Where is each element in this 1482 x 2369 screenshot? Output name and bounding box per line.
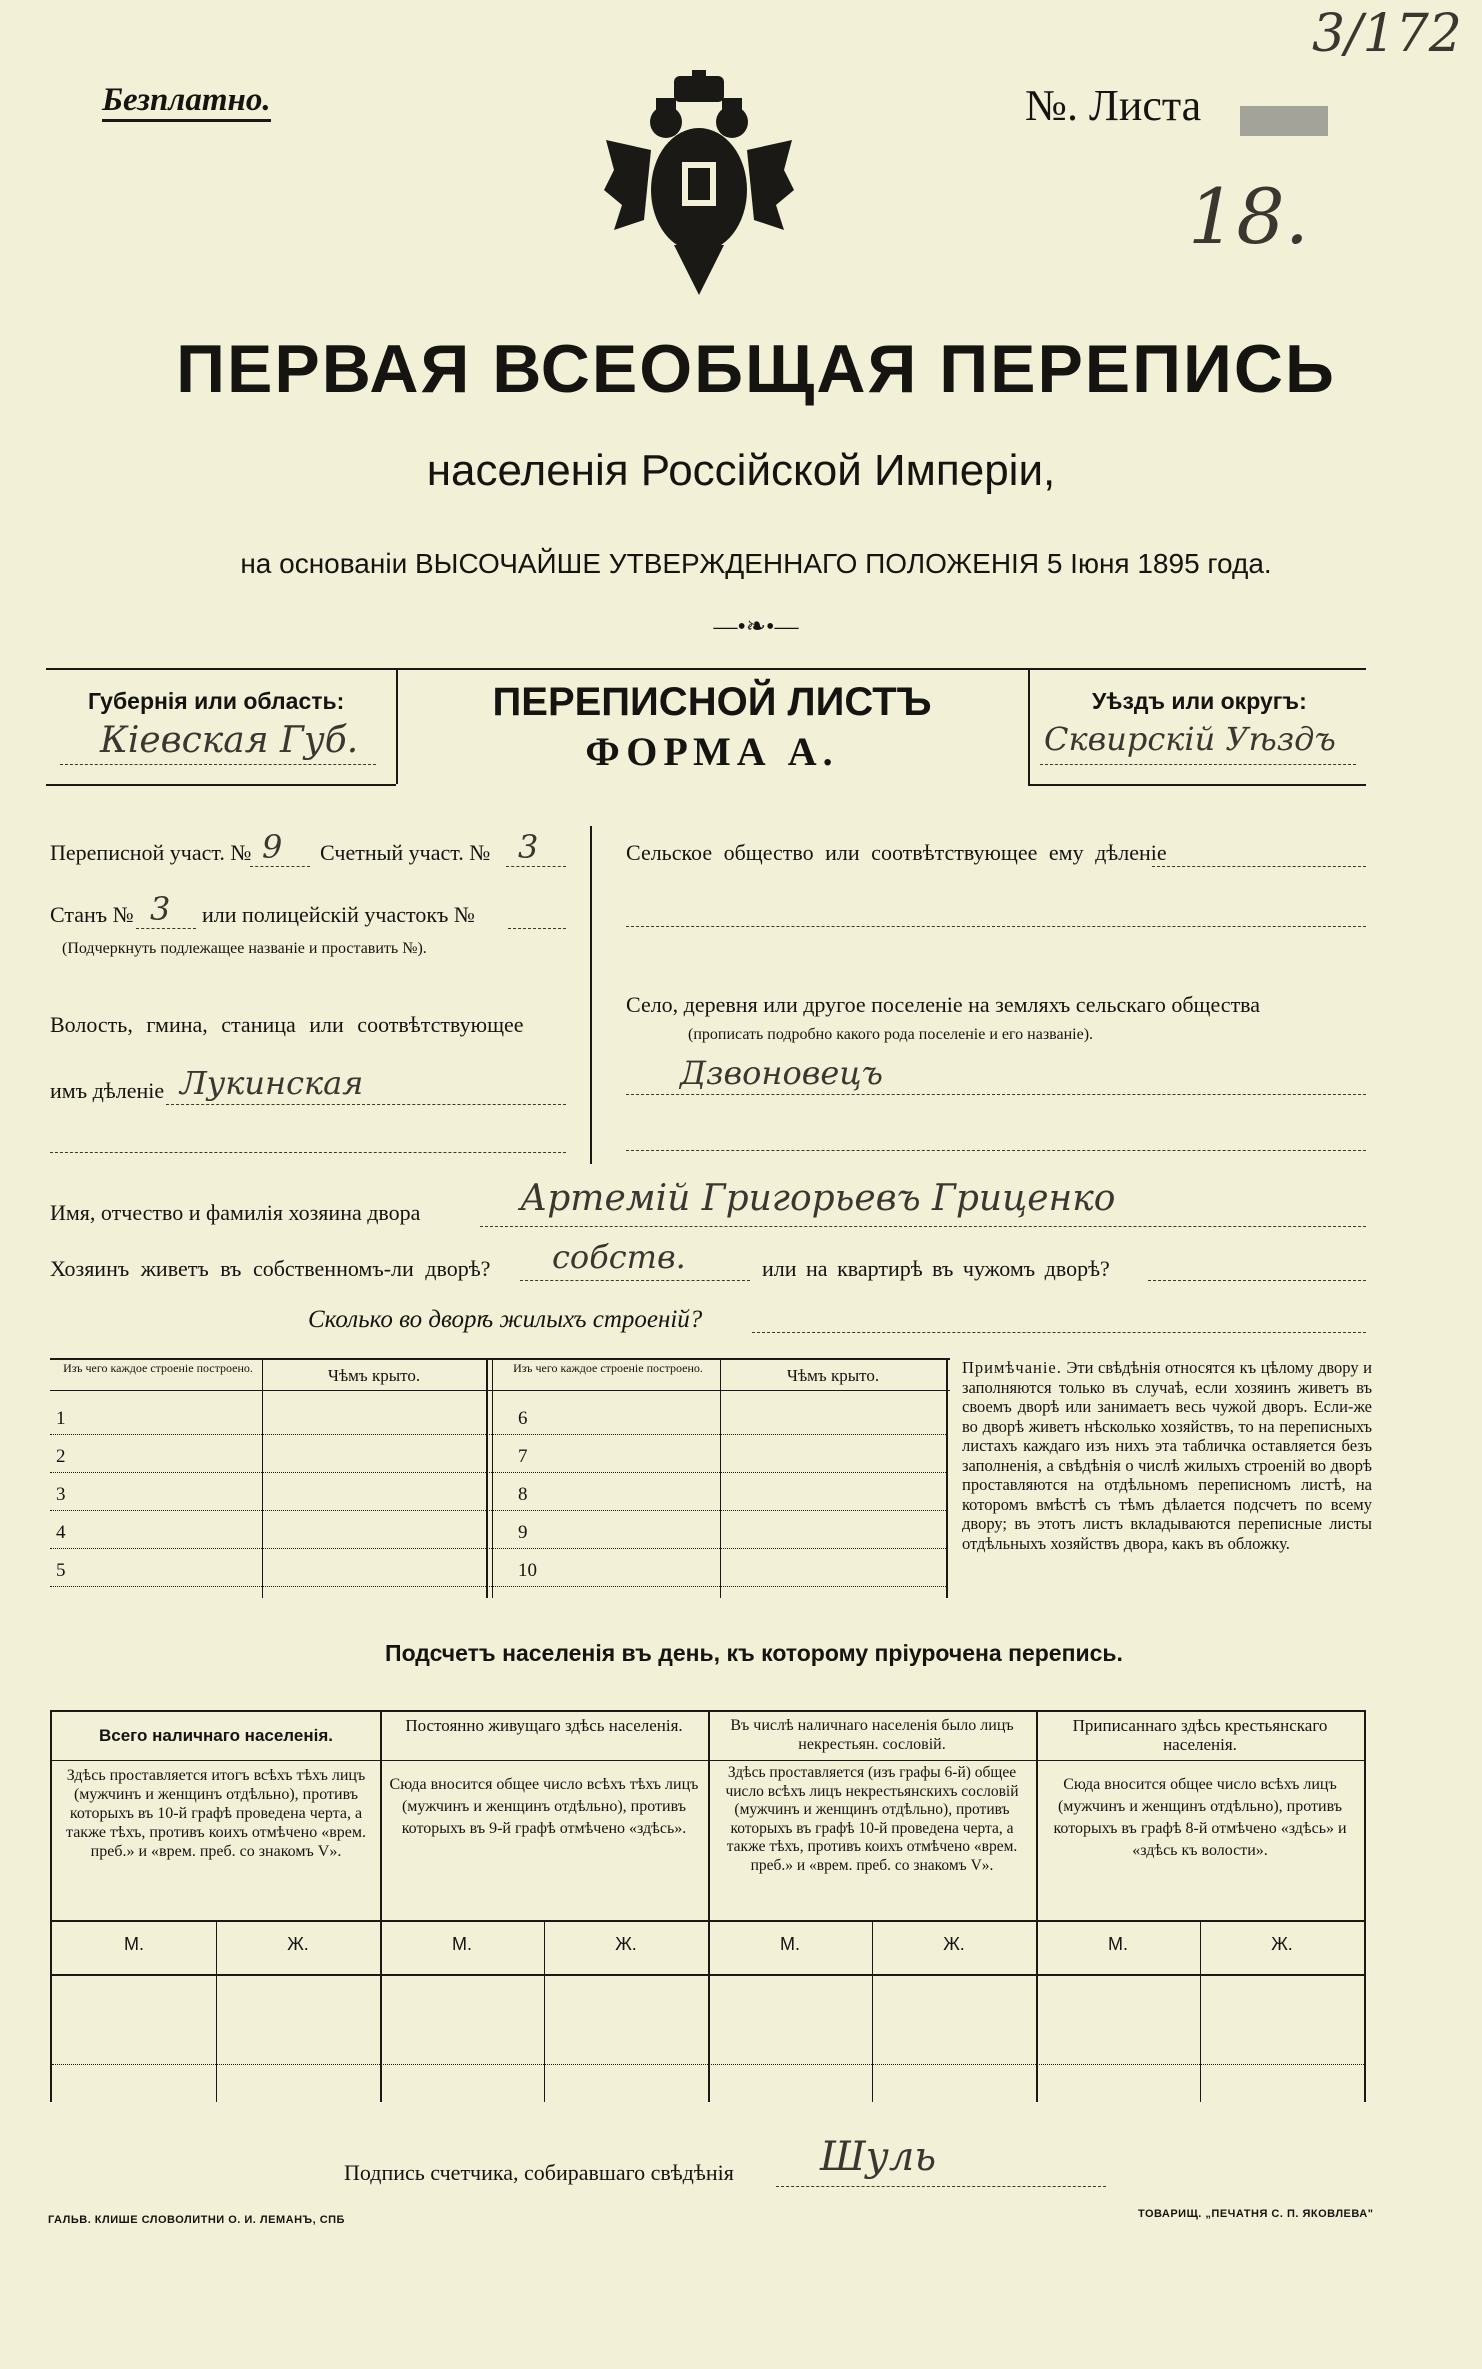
population-col-sep [380, 1712, 382, 2102]
form-header-rule-bottom-left [46, 784, 396, 786]
buildings-row-number: 5 [56, 1560, 66, 1581]
buildings-col-sep-2 [720, 1358, 721, 1598]
gubernia-label: Губернія или область: [88, 688, 345, 714]
stan-label: Станъ № [50, 902, 134, 927]
population-m-label: М. [452, 1934, 472, 1954]
buildings-row-number: 4 [56, 1522, 66, 1543]
buildings-table-top [50, 1358, 950, 1360]
form-header-rule-bottom-right [1028, 784, 1366, 786]
population-col-header: Приписаннаго здѣсь крестьянскаго населенія. [1072, 1716, 1328, 1754]
note-text: Эти свѣдѣнія относятся къ цѣлому двору и заполняются только въ случаѣ, если хозяинъ живетъ въ своемъ дворѣ или занимаетъ весь чужой дворъ. Если-же во дворѣ живетъ нѣсколько хозяйствъ, то на переписныхъ листахъ каждаго изъ нихъ эта табличка оставляется безъ заполненія, а свѣдѣнія о числѣ жилыхъ строеній во дворѣ проставляются на отдѣльномъ переписномъ листѣ, на которомъ вмѣстѣ съ тѣмъ дѣлается подсчетъ по всему двору; въ этотъ листъ вкладываются переписные листы отдѣльныхъ хозяйствъ двора, какъ въ обложку. [962, 1358, 1372, 1553]
population-mf-rule [52, 1974, 1364, 1976]
signature-value: Шуль [820, 2134, 937, 2180]
signature-label: Подпись счетчика, собиравшаго свѣдѣнія [344, 2160, 734, 2185]
buildings-row-line [50, 1586, 946, 1587]
population-col-desc: Сюда вносится общее число всѣхъ тѣхъ лицъ (мужчинъ и женщинъ отдѣльно), противъ которыхъ въ 9-й графѣ отмѣчено «здѣсь». [389, 1776, 699, 1837]
count-district-value: 3 [518, 828, 539, 866]
count-district-line [506, 866, 566, 867]
volost-label: Волость, гмина, станица или соотвѣтствующее [50, 1012, 524, 1037]
page-title: ПЕРВАЯ ВСЕОБЩАЯ ПЕРЕПИСЬ [176, 331, 1336, 407]
owner-name-value: Артемій Григорьевъ Гриценко [520, 1178, 1116, 1219]
buildings-col-material-2: Изъ чего каждое строеніе построено. [513, 1361, 703, 1375]
count-district-label: Счетный участ. № [320, 840, 491, 865]
stan-value: 3 [150, 890, 171, 928]
owner-rent-label: или на квартирѣ въ чужомъ дворѣ? [762, 1256, 1110, 1281]
census-district-value: 9 [262, 828, 283, 866]
buildings-row-line [50, 1548, 946, 1549]
society-line [1152, 866, 1366, 867]
uezd-line [1040, 764, 1356, 765]
buildings-row-number: 7 [518, 1446, 528, 1467]
population-col-header: Всего наличнаго населенія. [99, 1726, 333, 1745]
population-header-rule [52, 1760, 1364, 1761]
form-header-divider-right [1028, 668, 1030, 784]
census-district-line [250, 866, 310, 867]
village-label: Село, деревня или другое поселеніе на земляхъ сельскаго общества [626, 992, 1261, 1017]
uezd-value: Сквирскій Уѣздъ [1044, 720, 1336, 758]
population-col-header: Постоянно живущаго здѣсь населенія. [405, 1716, 683, 1735]
buildings-col-roof: Чѣмъ крыто. [327, 1366, 421, 1385]
buildings-row-number: 8 [518, 1484, 528, 1505]
population-title: Подсчетъ населенія въ день, къ которому пріурочена перепись. [385, 1640, 1123, 1666]
printer-right: ТОВАРИЩ. „ПЕЧАТНЯ С. П. ЯКОВЛЕВА" [1138, 2208, 1374, 2220]
population-col-header: Въ числѣ наличнаго населенія было лицъ некрестьян. сословій. [730, 1717, 1014, 1753]
buildings-label: Сколько во дворѣ жилыхъ строеній? [308, 1306, 703, 1333]
buildings-row-number: 9 [518, 1522, 528, 1543]
population-f-label: Ж. [615, 1934, 637, 1954]
population-col-desc: Сюда вносится общее число всѣхъ лицъ (мужчинъ и женщинъ отдѣльно), противъ которыхъ въ графѣ 8-й отмѣчено «здѣсь» и «здѣсь къ волости». [1053, 1776, 1347, 1859]
buildings-middle-sep [486, 1358, 488, 1598]
form-name: ФОРМА А. [585, 729, 839, 774]
population-m-label: М. [124, 1934, 144, 1954]
population-f-label: Ж. [287, 1934, 309, 1954]
printer-left: ГАЛЬВ. КЛИШЕ СЛОВОЛИТНИ О. И. ЛЕМАНЪ, СПБ [48, 2214, 345, 2226]
population-col-desc: Здѣсь проставляется (изъ графы 6-й) общее число всѣхъ лицъ некрестьянскихъ сословій (мужчинъ и женщинъ отдѣльно), противъ которыхъ въ графѣ 10-й проведена черта, а также тѣхъ, противъ коихъ отмѣчено «врем. преб.» и «врем. преб. со знакомъ V». [725, 1764, 1019, 1874]
imperial-eagle-emblem [604, 70, 794, 300]
society-line-2 [626, 926, 1366, 927]
volost-line [166, 1104, 566, 1105]
note-label: Примѣчаніе. [962, 1358, 1062, 1377]
sheet-number-label [1025, 80, 1201, 131]
buildings-col-roof-2: Чѣмъ крыто. [786, 1366, 880, 1385]
owner-name-line [480, 1226, 1366, 1227]
population-col-sep [1036, 1712, 1038, 2102]
census-district-label: Переписной участ. № [50, 840, 252, 865]
buildings-line [752, 1332, 1366, 1333]
population-m-label: М. [1108, 1934, 1128, 1954]
society-label: Сельское общество или соотвѣтствующее ему дѣленіе [626, 840, 1167, 865]
village-line-2 [626, 1150, 1366, 1151]
fields-divider [590, 826, 592, 1164]
buildings-row-number: 10 [518, 1560, 537, 1581]
buildings-table [50, 1358, 950, 1598]
sheet-number-label-text: №. Листа [1025, 81, 1202, 130]
buildings-row-line [50, 1434, 946, 1435]
sheet-title: ПЕРЕПИСНОЙ ЛИСТЪ [492, 680, 932, 724]
population-table [50, 1710, 1366, 2102]
buildings-middle-sep-2 [492, 1358, 493, 1598]
population-desc-rule [52, 1920, 1364, 1922]
owner-lives-label: Хозяинъ живетъ въ собственномъ-ли дворѣ? [50, 1256, 491, 1281]
title-ornament: —•❧•— [713, 614, 799, 640]
owner-lives-line [520, 1280, 750, 1281]
buildings-right-edge [946, 1358, 948, 1598]
buildings-col-sep-1 [262, 1358, 263, 1598]
buildings-row-number: 1 [56, 1408, 66, 1429]
population-f-label: Ж. [1271, 1934, 1293, 1954]
gubernia-value: Кіевская Губ. [100, 720, 359, 761]
population-col-desc: Здѣсь проставляется итогъ всѣхъ тѣхъ лицъ (мужчинъ и женщинъ отдѣльно), противъ которыхъ въ 10-й графѣ проведена черта, а также тѣхъ, противъ коихъ отмѣчено «врем. преб.» и «врем. преб. со знакомъ V». [66, 1767, 366, 1860]
page-subtitle: населенія Россійской Имперіи, [426, 446, 1056, 495]
sheet-handwritten-number: 18. [1188, 172, 1309, 261]
stan-line [136, 928, 196, 929]
buildings-row-line [50, 1510, 946, 1511]
population-col-sep [708, 1712, 710, 2102]
volost-label-2: имъ дѣленіе [50, 1078, 165, 1103]
stan-note: (Подчеркнуть подлежащее названіе и проставить №). [62, 940, 427, 957]
form-header-rule-top [46, 668, 1366, 670]
sheet-number-stamp [1240, 106, 1328, 136]
uezd-label: Уѣздъ или округъ: [1092, 688, 1307, 714]
note-block [962, 1358, 1372, 1553]
archive-number: 3/172 [1312, 4, 1462, 64]
population-f-label: Ж. [943, 1934, 965, 1954]
gubernia-line [60, 764, 376, 765]
buildings-row-number: 3 [56, 1484, 66, 1505]
village-value: Дзвоновецъ [680, 1054, 883, 1092]
buildings-row-line [50, 1472, 946, 1473]
buildings-row-number: 2 [56, 1446, 66, 1467]
owner-name-label: Имя, отчество и фамилія хозяина двора [50, 1200, 421, 1225]
owner-rent-line [1148, 1280, 1366, 1281]
police-line [508, 928, 566, 929]
buildings-table-head-bottom [50, 1390, 950, 1391]
population-data-rule [52, 2064, 1364, 2065]
police-label: или полицейскій участокъ № [202, 902, 475, 927]
buildings-row-number: 6 [518, 1408, 528, 1429]
village-line [626, 1094, 1366, 1095]
free-label: Безплатно. [102, 82, 271, 122]
volost-value: Лукинская [180, 1064, 364, 1102]
signature-line [776, 2186, 1106, 2187]
buildings-col-material: Изъ чего каждое строеніе построено. [63, 1361, 253, 1375]
page-basis: на основаніи ВЫСОЧАЙШЕ УТВЕРЖДЕННАГО ПОЛОЖЕНІЯ 5 Іюня 1895 года. [240, 548, 1272, 579]
owner-lives-value: собств. [552, 1238, 686, 1276]
population-m-label: М. [780, 1934, 800, 1954]
volost-line-2 [50, 1152, 566, 1153]
village-note: (прописать подробно какого рода поселеніе и его названіе). [688, 1026, 1094, 1043]
